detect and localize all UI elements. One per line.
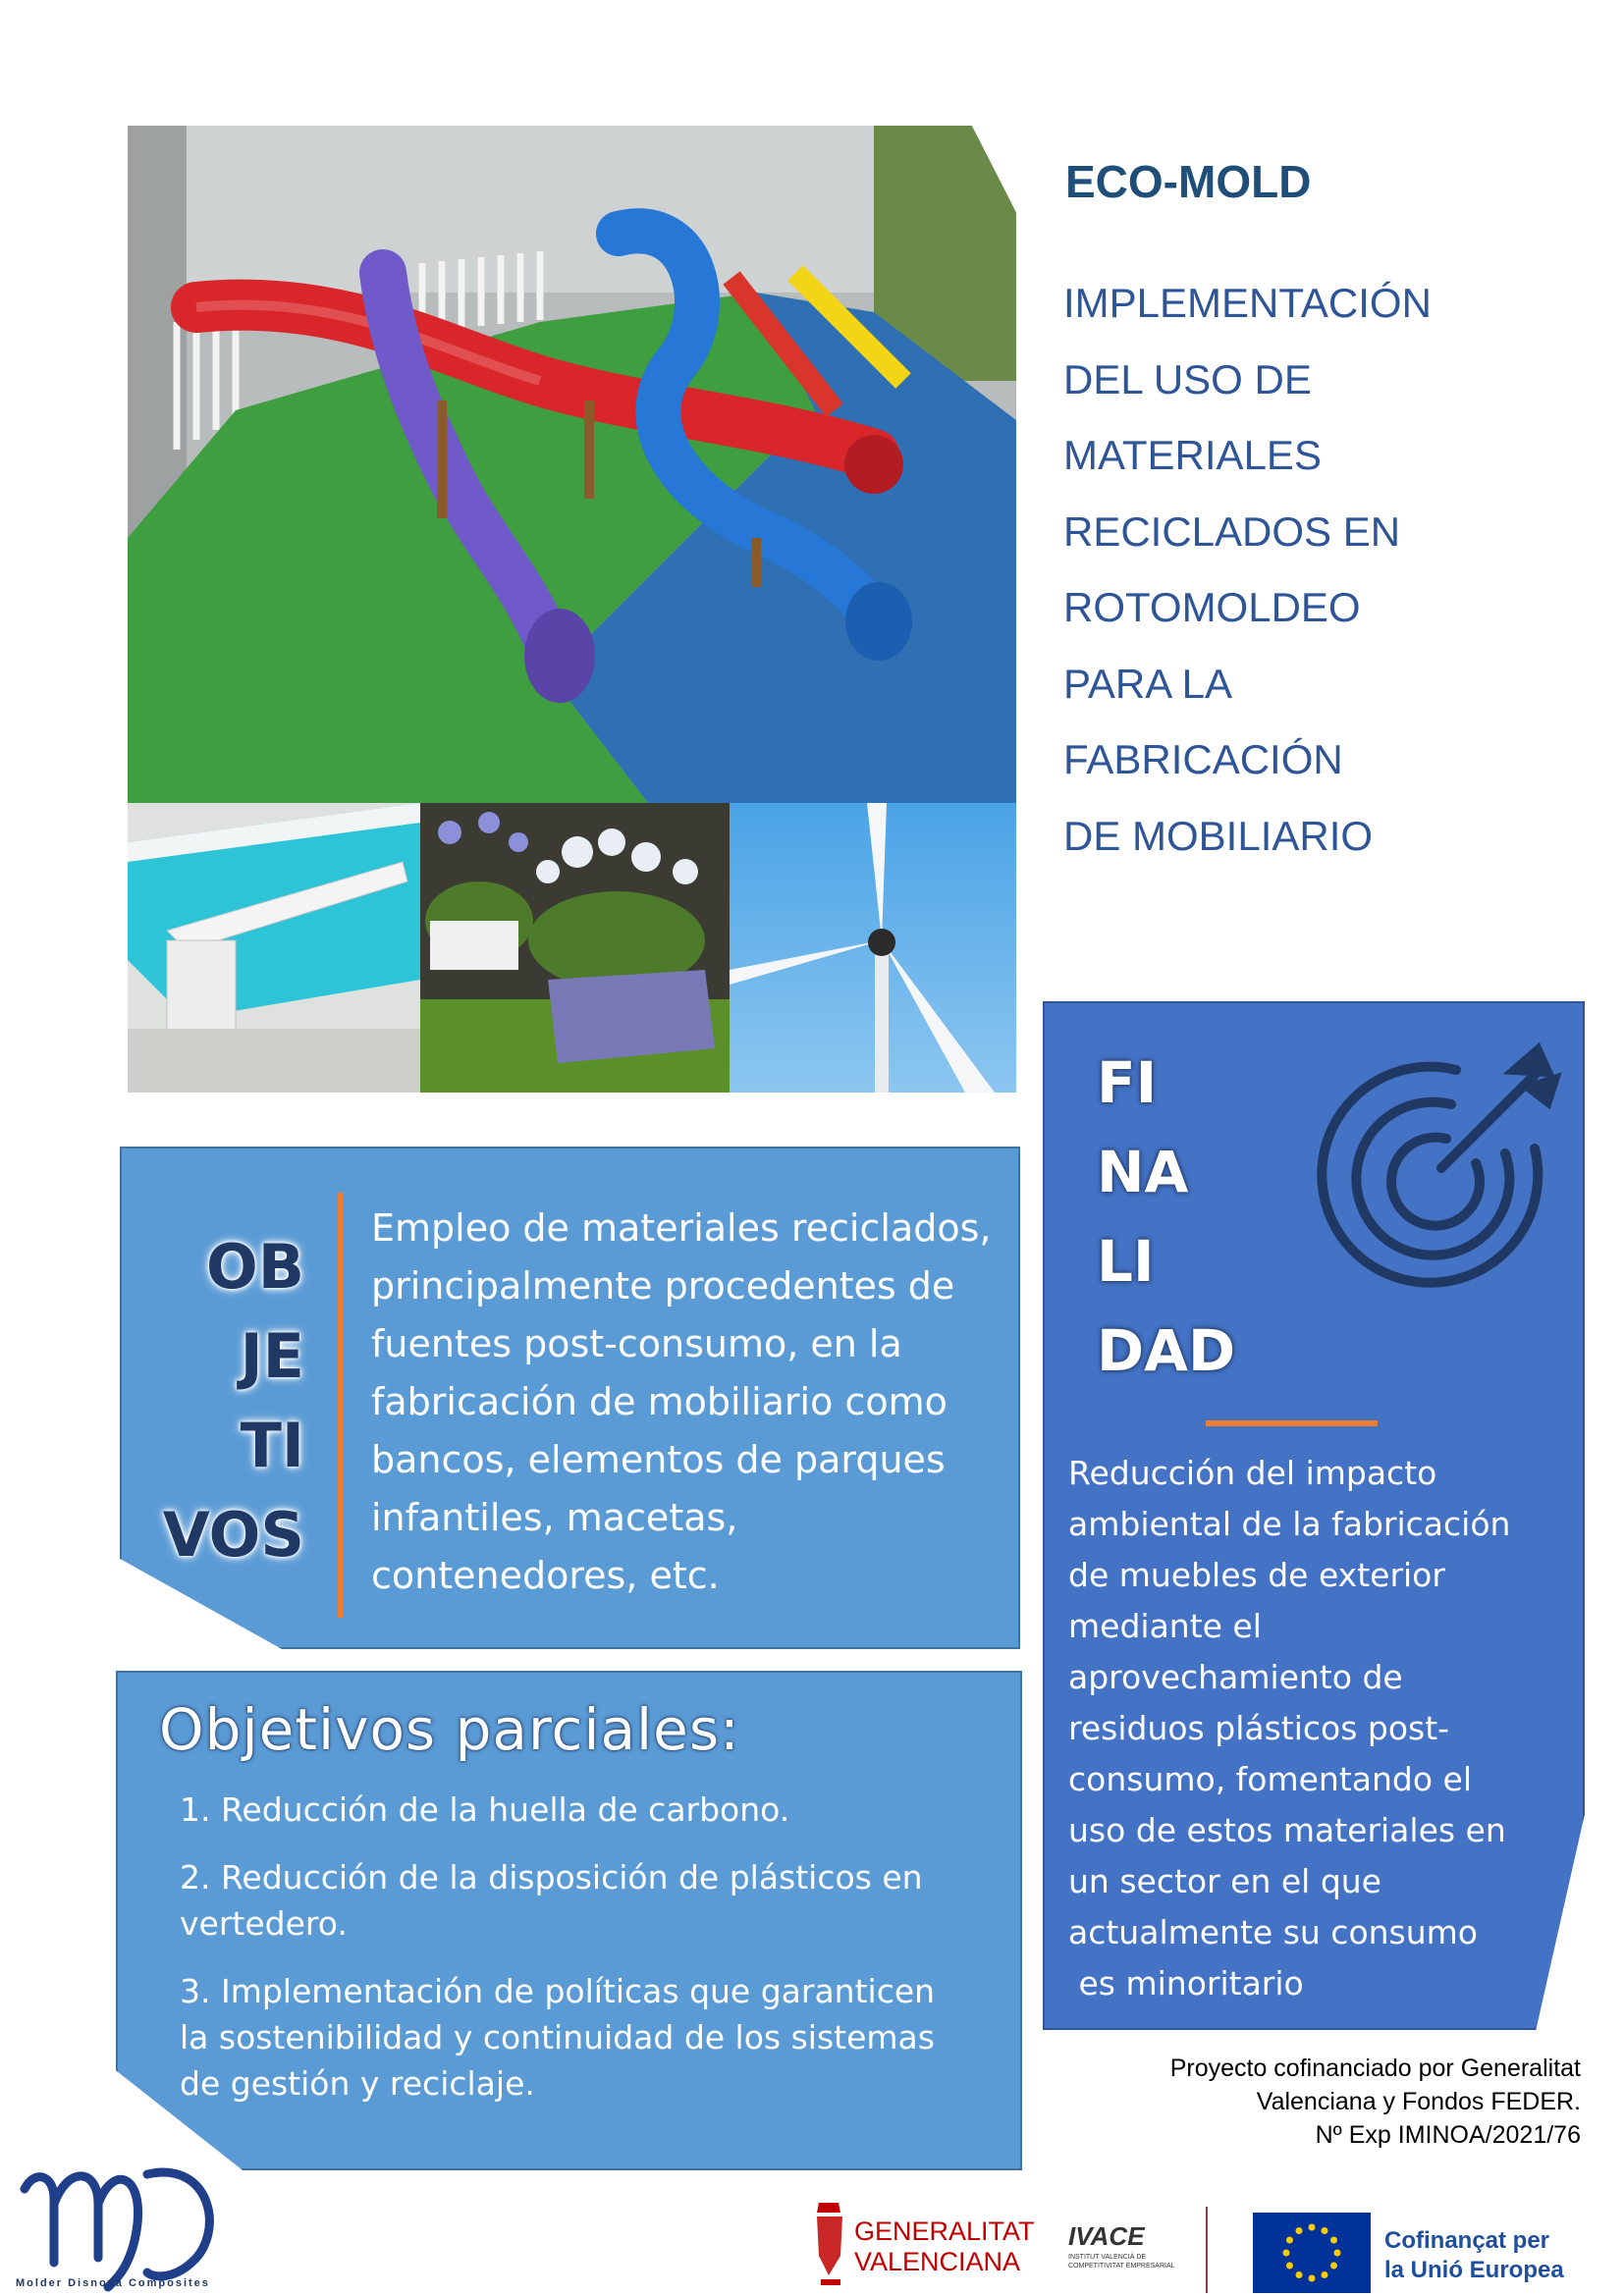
objetivos-heading bbox=[152, 1222, 304, 1579]
list-item: 3. Implementación de políticas que garanticen la sostenibilidad y continuidad de los sistemas de gestión y reciclaje. bbox=[180, 1972, 936, 2103]
eu-star bbox=[1309, 2224, 1316, 2231]
list-item: 2. Reducción de la disposición de plásticos en vertedero. bbox=[180, 1858, 923, 1943]
objetivos-heading-part: JE bbox=[240, 1320, 304, 1392]
funding-line: Valenciana y Fondos FEDER. bbox=[1256, 2088, 1581, 2115]
objetivos-parciales-title: Objetivos parciales: bbox=[159, 1696, 740, 1763]
finalidad-divider bbox=[1206, 1420, 1378, 1426]
objetivos-heading-part: TI bbox=[240, 1410, 304, 1481]
eu-star bbox=[1309, 2275, 1316, 2282]
eu-line: Cofinançat per bbox=[1384, 2227, 1550, 2254]
eu-star bbox=[1283, 2250, 1290, 2257]
finalidad-text-line: residuos plásticos post- bbox=[1068, 1709, 1450, 1747]
funding-note bbox=[1090, 2052, 1581, 2152]
playground-slides-photo bbox=[128, 126, 1016, 803]
logo-divider bbox=[1206, 2207, 1208, 2293]
eu-cofinancing bbox=[1384, 2226, 1564, 2285]
finalidad-text-line: mediante el bbox=[1068, 1607, 1262, 1645]
finalidad-text-line: de muebles de exterior bbox=[1068, 1556, 1445, 1594]
flower-planters-photo bbox=[420, 803, 730, 1093]
target-arrow-icon bbox=[1284, 1031, 1569, 1310]
finalidad-text-line: es minoritario bbox=[1068, 1964, 1304, 2002]
funding-line: Proyecto cofinanciado por Generalitat bbox=[1169, 2055, 1581, 2082]
subtitle-line: PARA LA bbox=[1063, 660, 1232, 707]
subtitle-line: MATERIALES bbox=[1063, 432, 1322, 478]
finalidad-text-line: aprovechamiento de bbox=[1068, 1658, 1403, 1696]
objetivos-text: Empleo de materiales reciclados, principalmente procedentes de fuentes post-consumo, en la fabricación de mobiliario como bancos, elementos de parques infantiles, macetas, contenedores, etc. bbox=[371, 1206, 992, 1597]
wind-turbine-photo bbox=[730, 803, 1016, 1093]
finalidad-heading-part: FI bbox=[1097, 1049, 1158, 1116]
finalidad-text-line: un sector en el que bbox=[1068, 1862, 1381, 1900]
eu-star bbox=[1322, 2271, 1328, 2278]
finalidad-heading bbox=[1097, 1039, 1235, 1396]
finalidad-text-line: actualmente su consumo bbox=[1068, 1913, 1478, 1951]
finalidad-text-line: ambiental de la fabricación bbox=[1068, 1505, 1511, 1543]
page-subtitle bbox=[1063, 265, 1574, 874]
md-tagline: Molder Disnova Composites bbox=[16, 2277, 210, 2289]
subtitle-line: DEL USO DE bbox=[1063, 355, 1312, 402]
md-logo bbox=[15, 2145, 226, 2292]
generalitat-line: VALENCIANA bbox=[854, 2247, 1021, 2276]
generalitat-line: GENERALITAT bbox=[854, 2216, 1035, 2246]
pool-diving-board-photo bbox=[128, 803, 420, 1093]
finalidad-text-line: Reducción del impacto bbox=[1068, 1454, 1437, 1492]
finalidad-heading-part: NA bbox=[1097, 1139, 1189, 1205]
eu-star bbox=[1322, 2227, 1328, 2234]
page-title: ECO-MOLD bbox=[1065, 156, 1312, 207]
eu-star bbox=[1296, 2227, 1303, 2234]
eu-star bbox=[1286, 2263, 1293, 2269]
subtitle-line: FABRICACIÓN bbox=[1063, 736, 1343, 782]
subtitle-line: IMPLEMENTACIÓN bbox=[1063, 280, 1432, 326]
objetivos-parciales-list bbox=[180, 1787, 955, 2128]
ivace-logo: IVACE bbox=[1068, 2221, 1145, 2251]
list-item: 1. Reducción de la huella de carbono. bbox=[180, 1790, 790, 1829]
eu-line: la Unió Europea bbox=[1384, 2257, 1564, 2283]
subtitle-line: ROTOMOLDEO bbox=[1063, 584, 1361, 630]
ivace-subtitle: INSTITUT VALENCIÀ DE COMPETITIVITAT EMPRESARIAL bbox=[1068, 2254, 1175, 2269]
finalidad-text-line: uso de estos materiales en bbox=[1068, 1811, 1506, 1849]
objetivos-heading-part: OB bbox=[206, 1231, 304, 1303]
objetivos-heading-part: VOS bbox=[162, 1499, 304, 1571]
eu-star bbox=[1334, 2250, 1341, 2257]
finalidad-text bbox=[1068, 1448, 1579, 2009]
finalidad-heading-part: LI bbox=[1097, 1228, 1155, 1295]
eu-star bbox=[1286, 2237, 1293, 2244]
eu-star bbox=[1296, 2271, 1303, 2278]
finalidad-text-line: consumo, fomentando el bbox=[1068, 1760, 1473, 1798]
finalidad-heading-part: DAD bbox=[1097, 1317, 1236, 1384]
eu-flag-icon bbox=[1253, 2213, 1371, 2293]
eu-star bbox=[1330, 2237, 1337, 2244]
photo-collage bbox=[128, 126, 1016, 1093]
eu-star bbox=[1330, 2263, 1337, 2269]
objetivos-divider bbox=[338, 1193, 344, 1618]
funding-line: Nº Exp IMINOA/2021/76 bbox=[1315, 2121, 1581, 2149]
generalitat-name bbox=[854, 2216, 1035, 2277]
subtitle-line: RECICLADOS EN bbox=[1063, 507, 1401, 555]
subtitle-line: DE MOBILIARIO bbox=[1063, 812, 1374, 859]
